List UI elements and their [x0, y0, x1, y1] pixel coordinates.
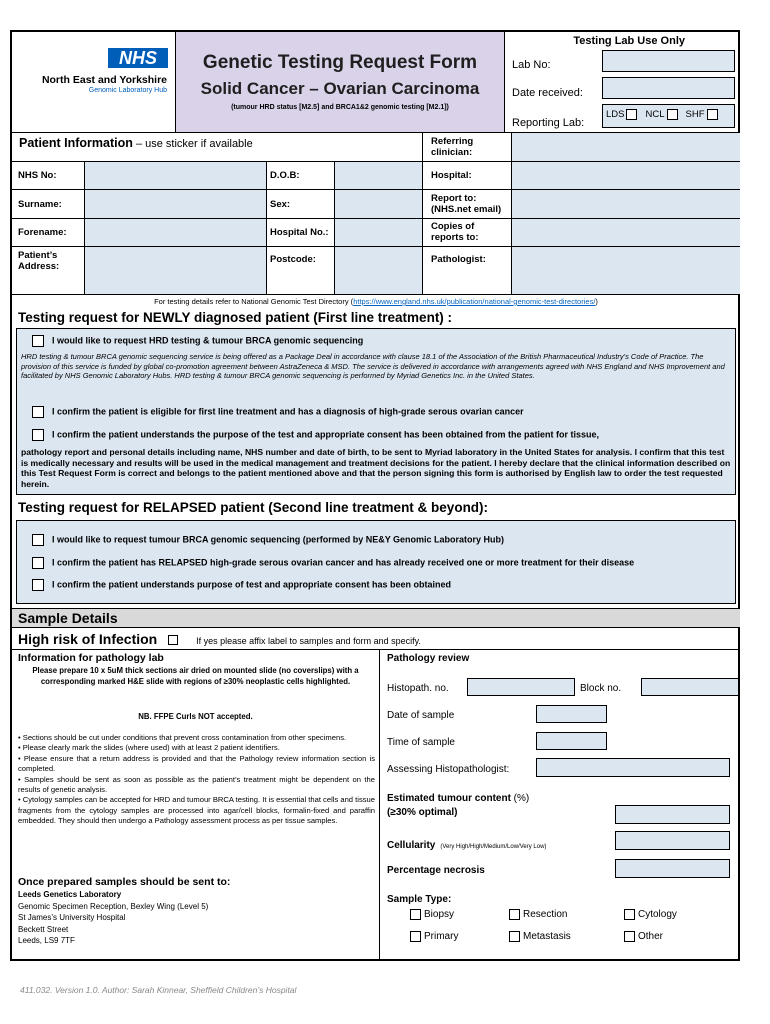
- address-line: Beckett Street: [18, 924, 69, 934]
- relapsed-consent-text: I confirm the patient understands purpose of test and appropriate consent has been obtained: [52, 579, 452, 590]
- type-biopsy-checkbox[interactable]: [410, 909, 421, 920]
- date-sample-field[interactable]: [536, 705, 607, 723]
- address-line: Genomic Specimen Reception, Bexley Wing (Level 5): [18, 901, 209, 911]
- histopath-label: Histopath. no.: [387, 683, 449, 694]
- reporting-lab-label: Reporting Lab:: [512, 117, 585, 129]
- newly-request-checkbox[interactable]: [32, 335, 44, 347]
- relapsed-confirm-text: I confirm the patient has RELAPSED high-grade serous ovarian cancer and has already received one or more treatment for their disease: [52, 557, 635, 568]
- date-received-field[interactable]: [602, 77, 735, 99]
- relapsed-confirm-checkbox[interactable]: [32, 557, 44, 569]
- tumour-label-pct: (%): [510, 793, 530, 804]
- type-cytology-checkbox[interactable]: [624, 909, 635, 920]
- type-primary-checkbox[interactable]: [410, 931, 421, 942]
- divider: [422, 133, 423, 294]
- address-line: St James’s University Hospital: [18, 913, 126, 922]
- patient-title-text: Patient Information: [19, 136, 133, 150]
- relapsed-box: [16, 520, 736, 604]
- relapsed-request-line: [32, 534, 504, 546]
- nhs-no-label: NHS No:: [18, 170, 57, 181]
- logo-block: [12, 32, 175, 132]
- address-field[interactable]: [85, 247, 266, 294]
- relapsed-consent-line: [32, 579, 451, 591]
- type-other[interactable]: [624, 931, 663, 942]
- risk-label: High risk of Infection: [18, 631, 158, 647]
- sex-field[interactable]: [335, 190, 422, 218]
- forename-field[interactable]: [85, 219, 266, 246]
- lds-label: LDS: [606, 109, 625, 121]
- divider: [379, 649, 380, 961]
- nhs-no-field[interactable]: [85, 162, 266, 189]
- newly-disclaimer: HRD testing & tumour BRCA genomic sequencing service is being offered as a Package Deal in accordance with clause 18.1 of the Association of the British Pharmaceutical Industry's Code of Practice. The provision of this service is funded by global co-promotion agreement between AstraZeneca & MSD. The service is delivered in accordance with arrangements agreed with NHS England and NHS Improvement and facilitated by NHS Genomic Laboratory Hubs. HRD testing & tumour BRCA genomic sequencing is performed by Myriad Genetics Inc. in the United States.: [21, 352, 725, 380]
- address-line: Leeds Genetics Laboratory: [18, 890, 122, 899]
- sample-type-label: Sample Type:: [387, 894, 452, 905]
- postcode-field[interactable]: [335, 247, 422, 294]
- risk-checkbox[interactable]: [168, 635, 178, 645]
- tumour-label: [387, 793, 529, 804]
- directory-suffix: ): [595, 297, 598, 306]
- surname-label: Surname:: [18, 199, 62, 210]
- tumour-field[interactable]: [615, 805, 730, 824]
- type-cytology-label: Cytology: [638, 909, 677, 921]
- hospital-no-label: Hospital No.:: [270, 227, 329, 238]
- newly-eligible-checkbox[interactable]: [32, 406, 44, 418]
- sample-title: Sample Details: [18, 610, 118, 626]
- shf-checkbox[interactable]: [707, 109, 718, 120]
- review-title: Pathology review: [387, 653, 470, 664]
- prepare-text: Please prepare 10 x 5uM thick sections air dried on mounted slide (no coverslips) with a corresponding marked H&E slide with regions of ≥30% neoplastic cells highlighted.: [32, 666, 359, 686]
- type-metastasis-checkbox[interactable]: [509, 931, 520, 942]
- newly-box: [16, 328, 736, 495]
- newly-consent-line: [32, 429, 599, 441]
- form-subtitle: Solid Cancer – Ovarian Carcinoma: [200, 79, 480, 98]
- relapsed-consent-checkbox[interactable]: [32, 579, 44, 591]
- bullet-list: [18, 733, 375, 827]
- sex-label: Sex:: [270, 199, 291, 210]
- cellularity-label: [387, 835, 546, 853]
- relapsed-confirm-line: [32, 557, 634, 569]
- time-sample-field[interactable]: [536, 732, 607, 750]
- address-line: Leeds, LS9 7TF: [18, 936, 75, 945]
- assessing-field[interactable]: [536, 758, 730, 777]
- type-other-checkbox[interactable]: [624, 931, 635, 942]
- block-field[interactable]: [641, 678, 739, 696]
- histopath-field[interactable]: [467, 678, 575, 696]
- lab-use-block: [505, 32, 740, 132]
- postcode-label: Postcode:: [270, 254, 316, 265]
- bullet-item: • Please ensure that a return address is provided and that the Pathology review information section is completed.: [18, 753, 375, 774]
- type-resection[interactable]: [509, 909, 567, 920]
- path-lab-title: Information for pathology lab: [18, 652, 164, 664]
- newly-consent-checkbox[interactable]: [32, 429, 44, 441]
- patient-title-suffix: – use sticker if available: [132, 138, 253, 150]
- newly-title: Testing request for NEWLY diagnosed patient (First line treatment) :: [18, 310, 453, 325]
- pathologist-field[interactable]: [512, 247, 740, 294]
- cellularity-field[interactable]: [615, 831, 730, 850]
- newly-consent-text: I confirm the patient understands the purpose of the test and appropriate consent has been obtained from the patient for tissue,: [52, 429, 600, 440]
- divider: [12, 294, 740, 295]
- necrosis-field[interactable]: [615, 859, 730, 878]
- ncl-label: NCL: [645, 109, 665, 121]
- optimal-label: (≥30% optimal): [387, 807, 458, 818]
- hospital-no-field[interactable]: [335, 219, 422, 246]
- copies-label: Copies of reports to:: [431, 221, 479, 243]
- report-to-field[interactable]: [512, 190, 740, 218]
- block-label: Block no.: [580, 683, 622, 694]
- newly-eligible-text: I confirm the patient is eligible for first line treatment and has a diagnosis of high-grade serous ovarian cancer: [52, 406, 524, 417]
- type-biopsy[interactable]: [410, 909, 454, 920]
- bullet-item: • Sections should be cut under conditions that prevent cross contamination from other specimens.: [18, 733, 347, 742]
- dob-label: D.O.B:: [270, 170, 300, 181]
- type-primary[interactable]: [410, 931, 458, 942]
- cellularity-opts: (Very High/High/Medium/Low/Very Low): [440, 844, 547, 850]
- newly-consent-rest: pathology report and personal details including name, NHS number and date of birth, to be sent to Myriad laboratory in the United States for analysis. I confirm that this test is medically necessary and results will be used in the medical management and treatment decisions for the patient. I hereby declare that the clinical information described on this Test Request Form is correct and belongs to the patient mentioned above and that the person signing this form is authorised by English law to order the test requested herein.: [21, 447, 731, 489]
- relapsed-request-text: I would like to request tumour BRCA genomic sequencing (performed by NE&Y Genomic Laboratory Hub): [52, 534, 505, 545]
- copies-field[interactable]: [512, 219, 740, 246]
- referring-field[interactable]: [512, 133, 740, 161]
- forename-label: Forename:: [18, 227, 67, 238]
- hospital-label: Hospital:: [431, 170, 472, 181]
- ncl-checkbox[interactable]: [667, 109, 678, 120]
- dob-field[interactable]: [335, 162, 422, 189]
- bullet-item: • Samples should be sent as soon as possible as the patient’s treatment might be dependent on the results of genetic analysis.: [18, 774, 375, 795]
- pathologist-label: Pathologist:: [431, 254, 486, 265]
- date-sample-label: Date of sample: [387, 710, 455, 721]
- newly-request-line: [32, 335, 363, 347]
- sent-title: Once prepared samples should be sent to:: [18, 876, 231, 888]
- type-resection-checkbox[interactable]: [509, 909, 520, 920]
- necrosis-label: Percentage necrosis: [387, 865, 485, 876]
- lab-use-title: Testing Lab Use Only: [573, 35, 685, 47]
- sample-header: [12, 608, 740, 628]
- newly-eligible-line: [32, 406, 524, 418]
- type-other-label: Other: [638, 931, 664, 943]
- org-name: North East and Yorkshire: [41, 74, 167, 86]
- send-address: [18, 889, 208, 947]
- relapsed-request-checkbox[interactable]: [32, 534, 44, 546]
- surname-field[interactable]: [85, 190, 266, 218]
- form-title: Genetic Testing Request Form: [202, 52, 478, 73]
- assessing-label: Assessing Histopathologist:: [387, 764, 510, 775]
- type-primary-label: Primary: [424, 931, 459, 943]
- patient-title: [19, 136, 253, 150]
- relapsed-title: Testing request for RELAPSED patient (Second line treatment & beyond):: [18, 500, 489, 515]
- shf-label: SHF: [685, 109, 705, 121]
- cellularity-text: Cellularity: [387, 840, 436, 851]
- hospital-field[interactable]: [512, 162, 740, 189]
- reporting-lab-options: [602, 104, 735, 128]
- title-block: [175, 32, 505, 132]
- lds-checkbox[interactable]: [626, 109, 637, 120]
- directory-prefix: For testing details refer to National Genomic Test Directory (: [154, 297, 354, 306]
- footer: 411.032. Version 1.0. Author: Sarah Kinnear, Sheffield Children’s Hospital: [20, 985, 297, 995]
- tumour-label-text: Estimated tumour content: [387, 793, 511, 804]
- bullet-item: • Please clearly mark the slides (where used) with at least 2 patient identifiers.: [18, 743, 280, 753]
- bullet-item: • Cytology samples can be accepted for HRD and tumour BRCA testing. It is essential that cells and tissue fragments from the cytology samples are processed into agar/cell blocks, formalin-fixed and paraffin embedded. They should then undergo a Pathology assessment process as per tissue samples.: [18, 795, 375, 826]
- nhs-logo: NHS: [108, 48, 168, 68]
- risk-note: If yes please affix label to samples and form and specify.: [196, 636, 421, 646]
- directory-line: [12, 297, 740, 306]
- divider: [266, 161, 267, 294]
- form-note: (tumour HRD status [M2.5] and BRCA1&2 genomic testing [M2.1]): [231, 104, 449, 111]
- risk-row: [18, 631, 738, 649]
- address-label: Patient’s Address:: [18, 250, 60, 272]
- time-sample-label: Time of sample: [387, 737, 455, 748]
- date-received-label: Date received:: [512, 87, 583, 99]
- directory-link[interactable]: https://www.england.nhs.uk/publication/national-genomic-test-directories/: [353, 297, 596, 306]
- divider: [12, 649, 740, 650]
- form-frame: [10, 30, 740, 961]
- lab-no-field[interactable]: [602, 50, 735, 72]
- hub-name: Genomic Laboratory Hub: [88, 87, 167, 94]
- newly-request-text: I would like to request HRD testing & tumour BRCA genomic sequencing: [52, 335, 364, 346]
- ffpe-text: NB. FFPE Curls NOT accepted.: [138, 712, 253, 721]
- type-metastasis[interactable]: [509, 931, 571, 942]
- type-metastasis-label: Metastasis: [523, 931, 571, 943]
- type-resection-label: Resection: [523, 909, 568, 921]
- lab-no-label: Lab No:: [512, 59, 551, 71]
- referring-label: Referring clinician:: [431, 136, 474, 158]
- type-cytology[interactable]: [624, 909, 677, 920]
- type-biopsy-label: Biopsy: [424, 909, 455, 921]
- report-to-label: Report to: (NHS.net email): [431, 193, 502, 215]
